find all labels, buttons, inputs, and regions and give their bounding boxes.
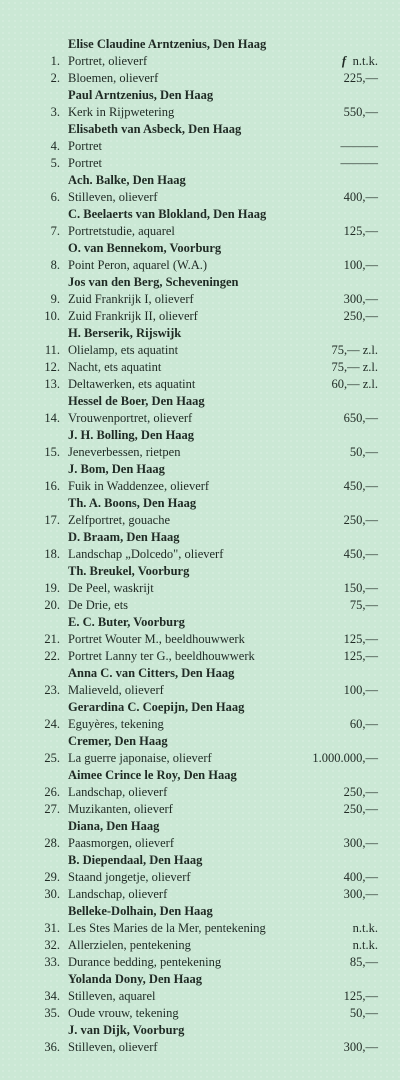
artwork-price: 450,— <box>343 547 378 561</box>
artwork-number: 11. <box>44 343 60 357</box>
artist-group <box>0 563 400 614</box>
artwork-price: 85,— <box>349 955 378 969</box>
artwork-price: n.t.k. <box>352 938 378 952</box>
artwork-number: 8. <box>50 258 60 272</box>
artist-name: J. Bom, Den Haag <box>68 462 165 476</box>
artist-name: Elisabeth van Asbeck, Den Haag <box>68 122 242 136</box>
artist-group <box>0 121 400 172</box>
artwork-price: 400,— <box>343 870 378 884</box>
artwork-row <box>0 155 400 172</box>
artwork-row <box>0 954 400 971</box>
artwork-number: 4. <box>50 139 60 153</box>
artist-name: Diana, Den Haag <box>68 819 160 833</box>
artist-group <box>0 36 400 87</box>
artwork-number: 34. <box>44 989 60 1003</box>
artist-group <box>0 852 400 903</box>
artwork-title: Eguyères, tekening <box>68 717 164 731</box>
artwork-title: Olielamp, ets aquatint <box>68 343 179 357</box>
artist-group <box>0 614 400 665</box>
artwork-title: Les Stes Maries de la Mer, pentekening <box>68 921 266 935</box>
artwork-price: 50,— <box>349 1006 378 1020</box>
artist-name: Yolanda Dony, Den Haag <box>68 972 203 986</box>
artwork-row <box>0 886 400 903</box>
artwork-number: 10. <box>44 309 60 323</box>
artist-group <box>0 665 400 699</box>
artwork-number: 31. <box>44 921 60 935</box>
artwork-number: 16. <box>44 479 60 493</box>
artwork-price: 300,— <box>343 292 378 306</box>
artwork-row <box>0 512 400 529</box>
artwork-number: 29. <box>44 870 60 884</box>
artwork-row <box>0 70 400 87</box>
artwork-price: 125,— <box>343 224 378 238</box>
artwork-title: Portret Wouter M., beeldhouwwerk <box>68 632 245 646</box>
artwork-row <box>0 682 400 699</box>
artwork-title: La guerre japonaise, olieverf <box>68 751 212 765</box>
artwork-number: 9. <box>50 292 60 306</box>
artwork-number: 21. <box>44 632 60 646</box>
artwork-price: 450,— <box>343 479 378 493</box>
artist-group <box>0 427 400 461</box>
artist-group <box>0 767 400 818</box>
artwork-price: 250,— <box>343 309 378 323</box>
artist-name: D. Braam, Den Haag <box>68 530 180 544</box>
artist-group <box>0 393 400 427</box>
artwork-list <box>0 36 400 1056</box>
artwork-price: n.t.k. <box>352 921 378 935</box>
artwork-number: 3. <box>50 105 60 119</box>
artwork-number: 32. <box>44 938 60 952</box>
artwork-price: 550,— <box>343 105 378 119</box>
artwork-row <box>0 920 400 937</box>
artist-group <box>0 274 400 325</box>
artwork-row <box>0 308 400 325</box>
artwork-title: Stilleven, olieverf <box>68 190 158 204</box>
artist-group <box>0 240 400 274</box>
artwork-row <box>0 410 400 427</box>
artwork-title: Fuik in Waddenzee, olieverf <box>68 479 210 493</box>
artwork-row <box>0 750 400 767</box>
artist-name: Anna C. van Citters, Den Haag <box>68 666 235 680</box>
artwork-row <box>0 223 400 240</box>
artwork-title: Portret <box>68 156 103 170</box>
artwork-price: 650,— <box>343 411 378 425</box>
artwork-row <box>0 104 400 121</box>
artwork-price: 50,— <box>349 445 378 459</box>
artist-name: Gerardina C. Coepijn, Den Haag <box>68 700 245 714</box>
artist-name: Ach. Balke, Den Haag <box>68 173 186 187</box>
artwork-title: Jeneverbessen, rietpen <box>68 445 181 459</box>
artwork-title: Deltawerken, ets aquatint <box>68 377 196 391</box>
artwork-title: Durance bedding, pentekening <box>68 955 222 969</box>
artwork-price: 300,— <box>343 887 378 901</box>
artwork-row <box>0 53 400 70</box>
artwork-price: ——— <box>340 139 378 153</box>
artwork-price: 150,— <box>343 581 378 595</box>
artwork-number: 12. <box>44 360 60 374</box>
artwork-row <box>0 189 400 206</box>
artist-name: Elise Claudine Arntzenius, Den Haag <box>68 37 267 51</box>
artwork-price: n.t.k. <box>352 54 378 68</box>
artwork-title: Point Peron, aquarel (W.A.) <box>68 258 208 272</box>
artwork-price: 225,— <box>343 71 378 85</box>
artist-group <box>0 733 400 767</box>
artwork-row <box>0 937 400 954</box>
artwork-row <box>0 138 400 155</box>
artwork-title: Staand jongetje, olieverf <box>68 870 191 884</box>
artwork-title: Landschap, olieverf <box>68 887 168 901</box>
artist-group <box>0 325 400 393</box>
artwork-row <box>0 801 400 818</box>
currency-symbol: f <box>341 54 346 68</box>
artwork-number: 22. <box>44 649 60 663</box>
artist-group <box>0 903 400 971</box>
artwork-title: Oude vrouw, tekening <box>68 1006 179 1020</box>
artwork-number: 2. <box>50 71 60 85</box>
artwork-price: 300,— <box>343 836 378 850</box>
artwork-title: Paasmorgen, olieverf <box>68 836 174 850</box>
artist-name: J. H. Bolling, Den Haag <box>68 428 195 442</box>
artwork-title: Zuid Frankrijk I, olieverf <box>68 292 194 306</box>
artwork-row <box>0 580 400 597</box>
artwork-number: 5. <box>50 156 60 170</box>
artwork-title: Stilleven, aquarel <box>68 989 156 1003</box>
artwork-number: 13. <box>44 377 60 391</box>
artist-group <box>0 172 400 206</box>
artwork-price: 100,— <box>343 258 378 272</box>
artist-name: Cremer, Den Haag <box>68 734 168 748</box>
artwork-row <box>0 988 400 1005</box>
artwork-row <box>0 359 400 376</box>
artwork-title: Portret, olieverf <box>68 54 148 68</box>
artwork-title: Portret <box>68 139 103 153</box>
artist-group <box>0 206 400 240</box>
artwork-title: Landschap „Dolcedo", olieverf <box>68 547 224 561</box>
artist-name: E. C. Buter, Voorburg <box>68 615 185 629</box>
artwork-number: 23. <box>44 683 60 697</box>
artwork-price: 250,— <box>343 785 378 799</box>
artist-group <box>0 818 400 852</box>
artwork-number: 36. <box>44 1040 60 1054</box>
artist-name: Belleke-Dolhain, Den Haag <box>68 904 213 918</box>
artwork-title: Muzikanten, olieverf <box>68 802 173 816</box>
artwork-row <box>0 257 400 274</box>
artwork-row <box>0 835 400 852</box>
artwork-number: 7. <box>50 224 60 238</box>
artist-name: Paul Arntzenius, Den Haag <box>68 88 214 102</box>
artwork-title: Allerzielen, pentekening <box>68 938 191 952</box>
artist-name: H. Berserik, Rijswijk <box>68 326 182 340</box>
artwork-row <box>0 1005 400 1022</box>
artist-name: B. Diependaal, Den Haag <box>68 853 203 867</box>
artwork-number: 26. <box>44 785 60 799</box>
artist-group <box>0 87 400 121</box>
artwork-row <box>0 342 400 359</box>
artwork-title: Vrouwenportret, olieverf <box>68 411 193 425</box>
artwork-row <box>0 444 400 461</box>
artwork-number: 25. <box>44 751 60 765</box>
artist-name: Jos van den Berg, Scheveningen <box>68 275 239 289</box>
artwork-title: De Drie, ets <box>68 598 129 612</box>
artist-name: O. van Bennekom, Voorburg <box>68 241 222 255</box>
artwork-price: 125,— <box>343 989 378 1003</box>
artwork-row <box>0 291 400 308</box>
artwork-row <box>0 376 400 393</box>
artwork-number: 33. <box>44 955 60 969</box>
artwork-title: Stilleven, olieverf <box>68 1040 158 1054</box>
artwork-number: 6. <box>50 190 60 204</box>
artist-group <box>0 971 400 1022</box>
artist-name: Aimee Crince le Roy, Den Haag <box>68 768 237 782</box>
artwork-title: Malieveld, olieverf <box>68 683 164 697</box>
artwork-price: 125,— <box>343 632 378 646</box>
artwork-title: Portret Lanny ter G., beeldhouwwerk <box>68 649 255 663</box>
artwork-price: 300,— <box>343 1040 378 1054</box>
artwork-number: 27. <box>44 802 60 816</box>
artwork-number: 17. <box>44 513 60 527</box>
artwork-number: 24. <box>44 717 60 731</box>
artwork-title: De Peel, waskrijt <box>68 581 154 595</box>
artwork-title: Zuid Frankrijk II, olieverf <box>68 309 198 323</box>
artwork-price: 250,— <box>343 802 378 816</box>
artwork-row <box>0 546 400 563</box>
artwork-price: ——— <box>340 156 378 170</box>
artwork-number: 1. <box>50 54 60 68</box>
artwork-number: 18. <box>44 547 60 561</box>
artwork-row <box>0 478 400 495</box>
artwork-number: 35. <box>44 1006 60 1020</box>
artist-group <box>0 529 400 563</box>
artwork-price: 60,— z.l. <box>331 377 378 391</box>
artwork-price: 125,— <box>343 649 378 663</box>
artist-name: Th. Breukel, Voorburg <box>68 564 190 578</box>
artist-group <box>0 461 400 495</box>
artwork-price: 250,— <box>343 513 378 527</box>
artwork-row <box>0 597 400 614</box>
artwork-row <box>0 716 400 733</box>
artist-name: J. van Dijk, Voorburg <box>68 1023 185 1037</box>
artwork-price: 60,— <box>349 717 378 731</box>
artwork-price: 400,— <box>343 190 378 204</box>
artwork-number: 28. <box>44 836 60 850</box>
artwork-number: 20. <box>44 598 60 612</box>
artist-name: C. Beelaerts van Blokland, Den Haag <box>68 207 267 221</box>
artwork-row <box>0 784 400 801</box>
artwork-title: Nacht, ets aquatint <box>68 360 162 374</box>
artwork-number: 15. <box>44 445 60 459</box>
artwork-price: 75,— z.l. <box>331 343 378 357</box>
artwork-price: 75,— <box>349 598 378 612</box>
artwork-price: 1.000.000,— <box>312 751 378 765</box>
artist-name: Hessel de Boer, Den Haag <box>68 394 205 408</box>
artwork-row <box>0 648 400 665</box>
artwork-title: Zelfportret, gouache <box>68 513 171 527</box>
artwork-title: Portretstudie, aquarel <box>68 224 175 238</box>
artwork-number: 14. <box>44 411 60 425</box>
artwork-title: Bloemen, olieverf <box>68 71 159 85</box>
artist-name: Th. A. Boons, Den Haag <box>68 496 197 510</box>
artwork-row <box>0 1039 400 1056</box>
artwork-row <box>0 631 400 648</box>
artist-group <box>0 495 400 529</box>
artwork-title: Landschap, olieverf <box>68 785 168 799</box>
artwork-title: Kerk in Rijpwetering <box>68 105 175 119</box>
artist-group <box>0 1022 400 1056</box>
artwork-number: 19. <box>44 581 60 595</box>
artist-group <box>0 699 400 733</box>
artwork-price: 100,— <box>343 683 378 697</box>
artwork-number: 30. <box>44 887 60 901</box>
artwork-price: 75,— z.l. <box>331 360 378 374</box>
artwork-row <box>0 869 400 886</box>
